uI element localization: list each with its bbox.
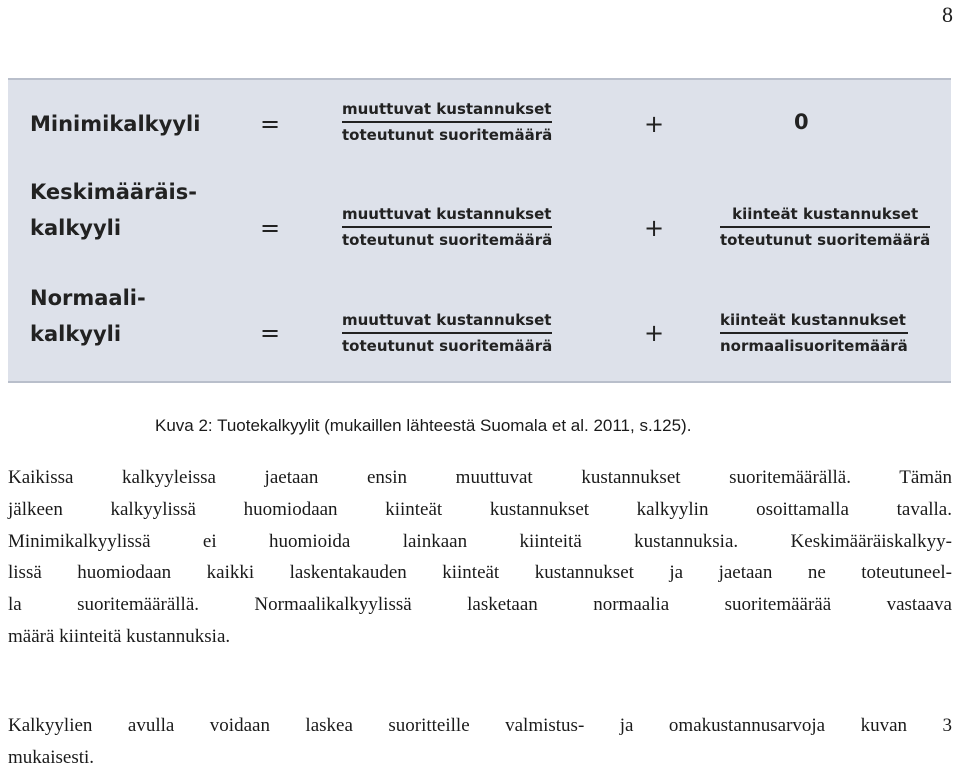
row-label-line: Normaali-: [30, 286, 146, 310]
paragraph-line: Kalkyylien avulla voidaan laskea suoritteille valmistus- ja omakustannusarvoja kuvan 3: [8, 715, 952, 736]
fraction-numerator: muuttuvat kustannukset: [342, 100, 552, 123]
paragraph-line: määrä kiinteitä kustannuksia.: [8, 625, 231, 647]
page-number: 8: [942, 2, 953, 27]
zero-value: 0: [794, 110, 809, 134]
equals-sign: =: [260, 214, 281, 242]
fixed-cost-fraction: [720, 205, 930, 249]
fraction-denominator: toteutunut suoritemäärä: [342, 126, 553, 144]
fraction-numerator: kiinteät kustannukset: [720, 205, 930, 228]
row-label-line: kalkyyli: [30, 322, 122, 346]
paragraph-cost-values: [8, 710, 952, 774]
row-label: [30, 280, 146, 352]
row-label-line: kalkyyli: [30, 216, 122, 240]
fraction-denominator: normaalisuoritemäärä: [720, 337, 908, 355]
figure-caption: Kuva 2: Tuotekalkyylit (mukaillen lähteestä Suomala et al. 2011, s.125).: [155, 416, 692, 435]
equals-sign: =: [260, 110, 281, 138]
fraction-numerator: muuttuvat kustannukset: [342, 205, 552, 228]
fraction-numerator: muuttuvat kustannukset: [342, 311, 552, 334]
variable-cost-fraction: [342, 100, 552, 144]
equals-sign: =: [260, 319, 281, 347]
fixed-cost-fraction: [720, 311, 908, 355]
row-label: [30, 174, 197, 246]
paragraph-line: la suoritemäärällä. Normaalikalkyylissä lasketaan normaalia suoritemäärää vastaava: [8, 594, 952, 616]
plus-sign: +: [644, 319, 665, 347]
paragraph-line: mukaisesti.: [8, 746, 95, 768]
fraction-denominator: toteutunut suoritemäärä: [342, 337, 553, 355]
plus-sign: +: [644, 214, 665, 242]
row-label: [30, 106, 200, 142]
paragraph-line: jälkeen kalkyylissä huomiodaan kiinteät kustannukset kalkyylin osoittamalla tavalla.: [8, 498, 952, 520]
formula-figure: [8, 78, 951, 383]
paragraph-line: Kaikissa kalkyyleissa jaetaan ensin muuttuvat kustannukset suoritemäärällä. Tämän: [8, 467, 952, 488]
paragraph-calculation-methods: [8, 462, 952, 653]
paragraph-line: Minimikalkyylissä ei huomioida lainkaan kiinteitä kustannuksia. Keskimääräiskalkyy-: [8, 530, 952, 552]
fraction-denominator: toteutunut suoritemäärä: [720, 231, 931, 249]
plus-sign: +: [644, 110, 665, 138]
fraction-numerator: kiinteät kustannukset: [720, 311, 908, 334]
fraction-denominator: toteutunut suoritemäärä: [342, 231, 553, 249]
row-label-line: Minimikalkyyli: [30, 112, 201, 136]
row-label-line: Keskimääräis-: [30, 180, 197, 204]
variable-cost-fraction: [342, 311, 552, 355]
paragraph-line: lissä huomiodaan kaikki laskentakauden kiinteät kustannukset ja jaetaan ne toteutuneel-: [8, 562, 952, 584]
variable-cost-fraction: [342, 205, 552, 249]
